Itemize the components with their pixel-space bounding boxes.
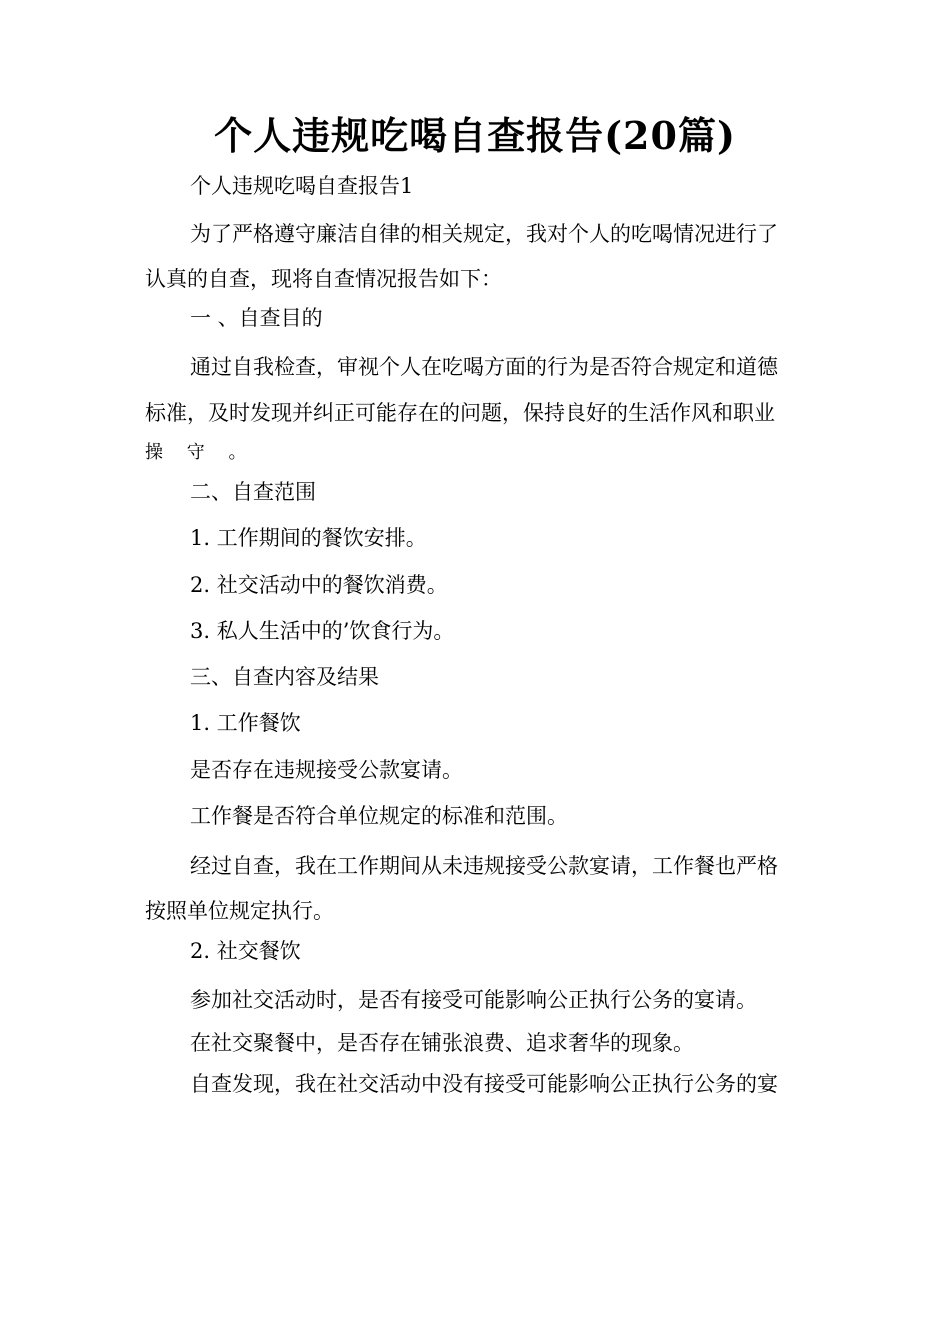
paragraph-line: 工作餐是否符合单位规定的标准和范围。 bbox=[190, 804, 568, 828]
paragraph-line: 自查发现，我在社交活动中没有接受可能影响公正执行公务的宴 bbox=[190, 1072, 778, 1096]
paragraph-line: 是否存在违规接受公款宴请。 bbox=[190, 758, 463, 782]
report-subtitle: 个人违规吃喝自查报告1 bbox=[190, 174, 414, 198]
paragraph-line: 操 守 。 bbox=[145, 442, 256, 463]
document-title: 个人违规吃喝自查报告(20篇) bbox=[214, 113, 736, 158]
paragraph-line: 通过自我检查，审视个人在吃喝方面的行为是否符合规定和道德 bbox=[190, 355, 778, 379]
paragraph-line: 为了严格遵守廉洁自律的相关规定，我对个人的吃喝情况进行了 bbox=[190, 222, 778, 246]
list-item: 3. 私人生活中的’饮食行为。 bbox=[190, 619, 455, 643]
section-heading: 二、自查范围 bbox=[190, 480, 316, 504]
paragraph-line: 按照单位规定执行。 bbox=[145, 899, 334, 923]
section-heading: 一 、自查目的 bbox=[190, 306, 323, 330]
paragraph-line: 经过自查，我在工作期间从未违规接受公款宴请，工作餐也严格 bbox=[190, 854, 778, 878]
section-heading: 三、自查内容及结果 bbox=[190, 665, 379, 689]
paragraph-line: 标准，及时发现并纠正可能存在的问题，保持良好的生活作风和职业 bbox=[145, 401, 775, 425]
list-item: 1. 工作期间的餐饮安排。 bbox=[190, 526, 427, 550]
paragraph-line: 认真的自查，现将自查情况报告如下： bbox=[145, 267, 502, 291]
subsection-heading: 1. 工作餐饮 bbox=[190, 711, 301, 735]
list-item: 2. 社交活动中的餐饮消费。 bbox=[190, 573, 448, 597]
paragraph-line: 在社交聚餐中，是否存在铺张浪费、追求奢华的现象。 bbox=[190, 1031, 694, 1055]
paragraph-line: 参加社交活动时，是否有接受可能影响公正执行公务的宴请。 bbox=[190, 988, 757, 1012]
subsection-heading: 2. 社交餐饮 bbox=[190, 939, 301, 963]
